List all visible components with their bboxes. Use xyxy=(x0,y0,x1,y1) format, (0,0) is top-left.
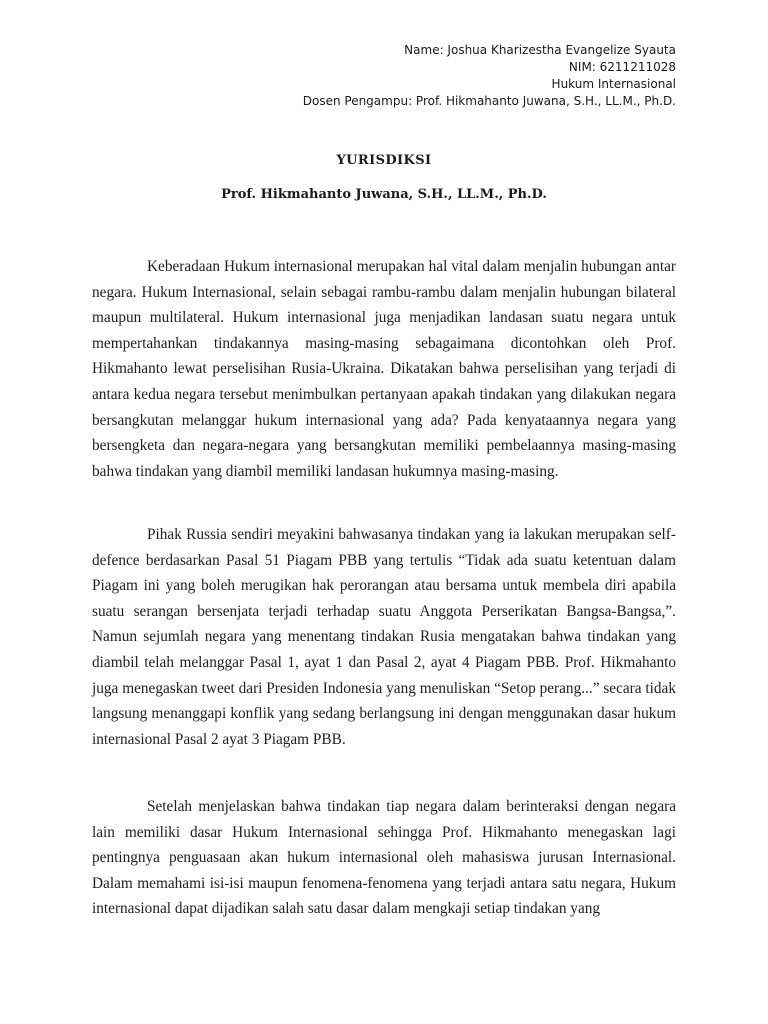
paragraph-3-block xyxy=(92,794,676,922)
body-paragraph: Keberadaan Hukum internasional merupakan hal vital dalam menjalin hubungan antar negara. Hukum Internasional, selain sebagai rambu-rambu dalam menjalin hubungan bilateral maupun multilateral. Hukum internasional juga menjadikan landasan suatu negara untuk mempertahankan tindakannya masing-masing sebagaimana dicontohkan oleh Prof. Hikmahanto lewat perselisihan Rusia-Ukraina. Dikatakan bahwa perselisihan yang terjadi di antara kedua negara tersebut menimbulkan pertanyaan apakah tindakan yang dilakukan negara bersangkutan melanggar hukum internasional yang ada? Pada kenyataannya negara yang bersengketa dan negara-negara yang bersangkutan memiliki pembelaannya masing-masing bahwa tindakan yang diambil memiliki landasan hukumnya masing-masing. xyxy=(92,258,676,480)
course-name: Hukum Internasional xyxy=(551,77,676,91)
document-subtitle: Prof. Hikmahanto Juwana, S.H., LL.M., Ph.D. xyxy=(221,187,547,202)
author-name: Name: Joshua Kharizestha Evangelize Syauta xyxy=(404,43,676,57)
body-paragraph: Setelah menjelaskan bahwa tindakan tiap negara dalam berinteraksi dengan negara lain memiliki dasar Hukum Internasional sehingga Prof. Hikmahanto menegaskan lagi pentingnya penguasaan akan hukum internasional oleh mahasiswa jurusan Internasional. Dalam memahami isi-isi maupun fenomena-fenomena yang terjadi antara satu negara, Hukum internasional dapat dijadikan salah satu dasar dalam mengkaji setiap tindakan yang xyxy=(92,798,676,918)
lecturer-name: Dosen Pengampu: Prof. Hikmahanto Juwana, S.H., LL.M., Ph.D. xyxy=(302,94,676,108)
paragraph-1-block xyxy=(92,254,676,484)
student-id: NIM: 6211211028 xyxy=(568,60,676,74)
document-header xyxy=(156,42,676,110)
body-paragraph: Pihak Russia sendiri meyakini bahwasanya tindakan yang ia lakukan merupakan self-defence berdasarkan Pasal 51 Piagam PBB yang tertulis “Tidak ada suatu ketentuan dalam Piagam ini yang boleh merugikan hak perorangan atau bersama untuk membela diri apabila suatu serangan bersenjata terjadi terhadap suatu Anggota Perserikatan Bangsa-Bangsa,”. Namun sejumlah negara yang menentang tindakan Rusia mengatakan bahwa tindakan yang diambil telah melanggar Pasal 1, ayat 1 dan Pasal 2, ayat 4 Piagam PBB. Prof. Hikmahanto juga menegaskan tweet dari Presiden Indonesia yang menuliskan “Setop perang...” secara tidak langsung menanggapi konflik yang sedang berlangsung ini dengan menggunakan dasar hukum internasional Pasal 2 ayat 3 Piagam PBB. xyxy=(92,526,676,748)
document-title: YURISDIKSI xyxy=(336,153,432,168)
paragraph-2-block xyxy=(92,522,676,752)
